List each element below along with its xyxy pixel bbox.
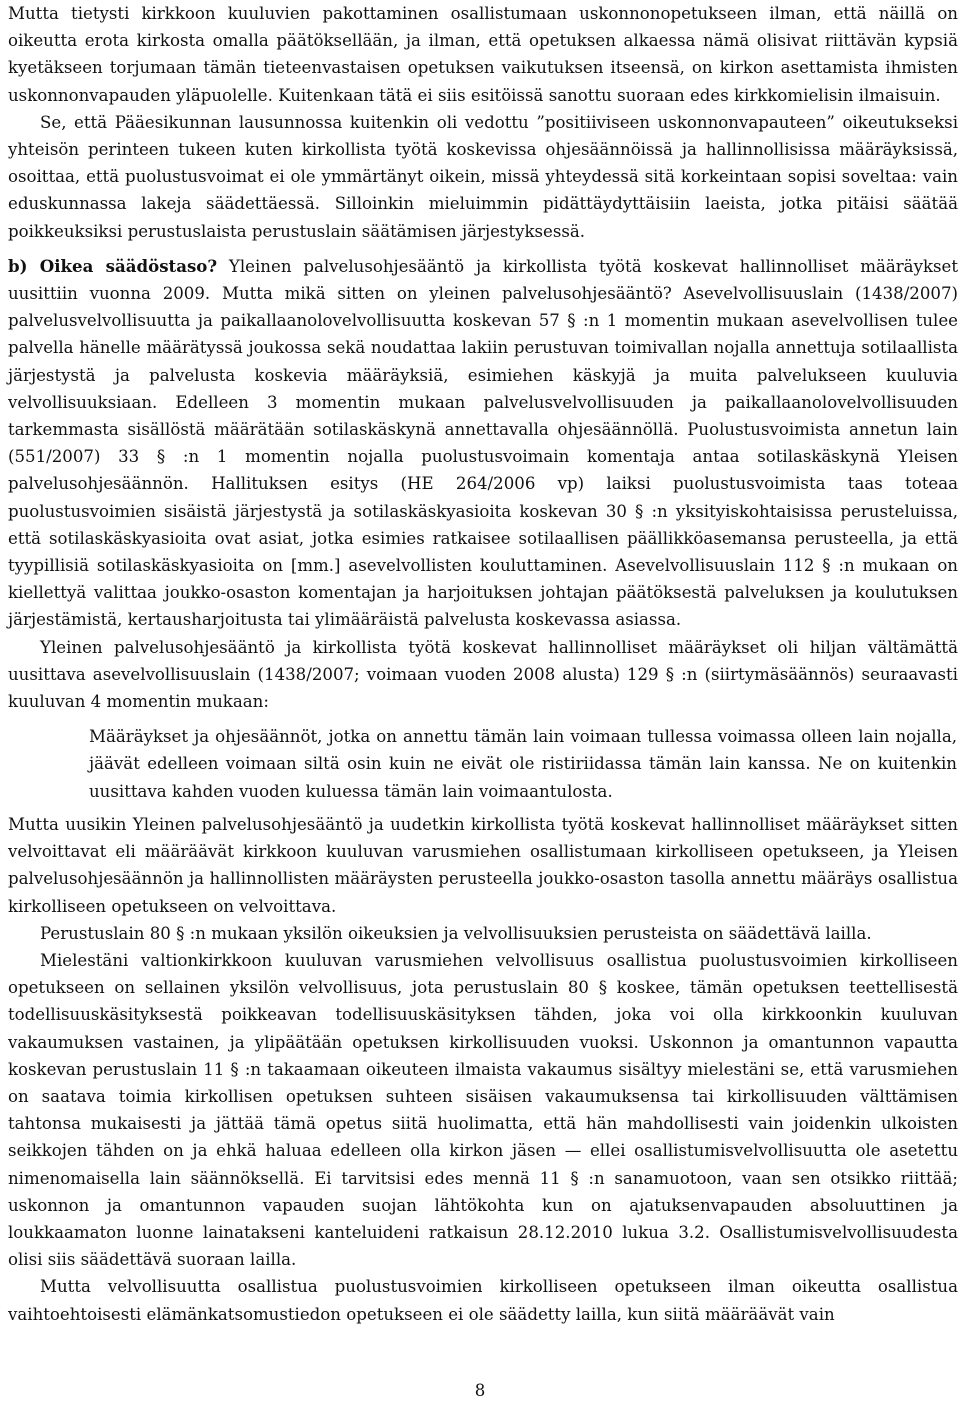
paragraph-3 — [8, 253, 958, 634]
paragraph-4: Yleinen palvelusohjesääntö ja kirkollista työtä koskevat hallinnolliset määräykset oli hiljan vältämättä uusittava asevelvollisuuslain (1438/2007; voimaan vuoden 2008 alusta) 129 § :n (siirtymäsäännös) seuraavasti kuuluvan 4 momentin mukaan: — [8, 637, 958, 712]
paragraph-2: Se, että Pääesikunnan lausunnossa kuitenkin oli vedottu ”positiiviseen uskonnonvapauteen” oikeutukseksi yhteisön perinteen tukeen kuten kirkollista työtä koskevissa ohjesäännöissä ja hallinnollisissa määräyksissä, osoittaa, että puolustusvoimat ei ole ymmärtänyt oikein, missä yhteydessä sitä korkeintaan sopisi soveltaa: vain eduskunnassa lakeja säädettäessä. Silloinkin mieluimmin pidättäydyttäisiin laeista, jotka pitäisi säätää poikkeuksiksi perustuslaista perustuslain säätämisen järjestyksessä. — [8, 112, 958, 241]
paragraph-7: Mielestäni valtionkirkkoon kuuluvan varusmiehen velvollisuus osallistua puolustusvoimien kirkolliseen opetukseen on sellainen yksilön velvollisuus, jota perustuslain 80 § koskee, tämän opetuksen teettellisestä todellisuuskäsityksestä poikkeavan todellisuuskäsityksen tähden, joka voi olla kirkkoonkin kuuluvan vakaumuksen vastainen, ja ylipäätään opetuksen kirkollisuuden vuoksi. Uskonnon ja omantunnon vapautta koskevan perustuslain 11 § :n takaamaan oikeuteen ilmaista vakaumus sisältyy mielestäni se, että varusmiehen on saatava toimia kirkollisen opetuksen suhteen sisäisen vakaumuksensa tai kirkollisuuden välttämisen tahtonsa mukaisesti ja jättää tämä opetus siitä huolimatta, että hän mahdollisesti vain joidenkin ulkoisten seikkojen tähden on ja ehkä haluaa edelleen olla kirkon jäsen — ellei osallistumisvelvollisuutta ole asetettu nimenomaisella lain säännöksellä. Ei tarvitsisi edes mennä 11 § :n sanamuotoon, vaan sen otsikko riittää; uskonnon ja omantunnon vapauden suojan lähtökohta kun on ajatuksenvapauden absoluuttinen ja loukkaamaton luonne lainatakseni kanteluideni ratkaisun 28.12.2010 lukua 3.2. Osallistumisvelvollisuudesta olisi siis säädettävä suoraan lailla. — [8, 950, 958, 1270]
section-heading-b: b) Oikea säädöstaso? — [8, 255, 218, 276]
paragraph-3-body: Yleinen palvelusohjesääntö ja kirkollista työtä koskevat hallinnolliset määräykset uusittiin vuonna 2009. Mutta mikä sitten on yleinen palvelusohjesääntö? Asevelvollisuuslain (1438/2007) palvelusvelvollisuutta ja paikallaanolovelvollisuutta koskevan 57 § :n 1 momentin mukaan asevelvollisen tulee palvella hänelle määrätyssä joukossa sekä noudattaa lakiin perustuvan toimivallan nojalla annettuja sotilaallista järjestystä ja palvelusta koskevia määräyksiä, esimiehen käskyjä ja muita palvelukseen kuuluvia velvollisuuksiaan. Edelleen 3 momentin mukaan palvelusvelvollisuuden ja paikallaanolovelvollisuuden tarkemmasta sisällöstä määrätään sotilaskäskynä annettavalla ohjesäännöllä. Puolustusvoimista annetun lain (551/2007) 33 § :n 1 momentin nojalla puolustusvoimain komentaja antaa sotilaskäskynä Yleisen palvelusohjesäännön. Hallituksen esitys (HE 264/2006 vp) laiksi puolustusvoimista taas toteaa puolustusvoimien sisäistä järjestystä ja sotilaskäskyasioita koskevan 30 § :n yksityiskohtaisissa perusteluissa, että sotilaskäskyasioita ovat asiat, jotka esimies ratkaisee sotilaallisen päällikköasemansa perusteella, ja että tyypillisiä sotilaskäskyasioita on [mm.] asevelvollisten kouluttaminen. Asevelvollisuuslain 112 § :n mukaan on kiellettyä valittaa joukko-osaston komentajan ja harjoituksen johtajan päätöksestä palveluksen ja koulutuksen järjestämistä, kertausharjoitusta tai ylimääräistä palvelusta koskevassa asiassa. — [8, 256, 959, 630]
paragraph-5: Mutta uusikin Yleinen palvelusohjesääntö ja uudetkin kirkollista työtä koskevat hallinnolliset määräykset sitten velvoittavat eli määräävät kirkkoon kuuluvan varusmiehen osallistumaan kirkolliseen opetukseen, ja Yleisen palvelusohjesäännön ja hallinnollisten määräysten perusteella joukko-osaston tasolla annettu määräys osallistua kirkolliseen opetukseen on velvoittava. — [8, 814, 958, 916]
page-number: 8 — [474, 1381, 486, 1400]
paragraph-1: Mutta tietysti kirkkoon kuuluvien pakottaminen osallistumaan uskonnonopetukseen ilman, että näillä on oikeutta erota kirkosta omalla päätöksellään, ja ilman, että opetuksen alkaessa nämä olisivat riittävän kypsiä kyetäkseen torjumaan tämän tieteenvastaisen opetuksen vaikutuksen itseensä, on kirkon asettamista ihmisten uskonnonvapauden yläpuolelle. Kuitenkaan tätä ei siis esitöissä sanottu suoraan edes kirkkomielisin ilmaisuin. — [8, 4, 958, 105]
document-page — [8, 0, 958, 1328]
paragraph-8: Mutta velvollisuutta osallistua puolustusvoimien kirkolliseen opetukseen ilman oikeutta osallistua vaihtoehtoisesti elämänkatsomustiedon opetukseen ei ole säädetty lailla, kun siitä määräävät vain — [8, 1277, 958, 1324]
block-quote: Määräykset ja ohjesäännöt, jotka on annettu tämän lain voimaan tullessa voimassa olleen lain nojalla, jäävät edelleen voimaan siltä osin kuin ne eivät ole ristiriidassa tämän lain kanssa. Ne on kuitenkin uusittava kahden vuoden kuluessa tämän lain voimaantulosta. — [89, 727, 957, 801]
paragraph-6: Perustuslain 80 § :n mukaan yksilön oikeuksien ja velvollisuuksien perusteista on säädettävä lailla. — [40, 923, 872, 943]
